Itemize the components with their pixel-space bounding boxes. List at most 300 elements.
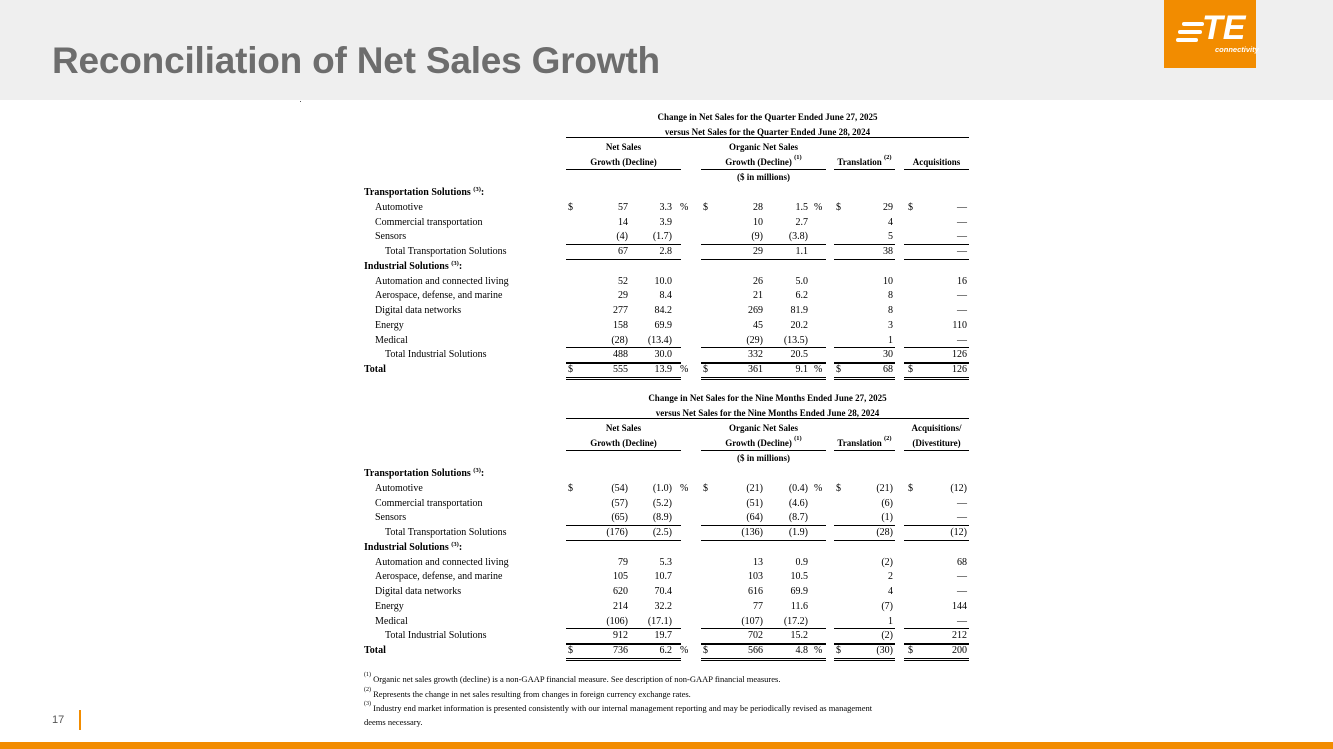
translation-value: 3: [888, 319, 893, 331]
acquisitions-value: (12): [950, 482, 967, 494]
organic-header: Organic Net Sales: [729, 423, 798, 433]
table-row: [0, 305, 1333, 320]
footnote-marker: (3): [364, 701, 371, 707]
net-sales-value: 52: [618, 275, 628, 287]
row-label-text: Digital data networks: [375, 586, 462, 597]
header-underline: [566, 169, 681, 170]
acquisitions-value: 212: [952, 630, 967, 642]
organic-percent: 5.0: [795, 275, 808, 287]
acquisitions-value: —: [957, 290, 967, 302]
net-sales-value: (106): [606, 615, 628, 627]
header-underline: [834, 450, 895, 451]
footnote-ref: (1): [794, 435, 802, 442]
total-rule-top: [566, 363, 681, 364]
table-row: [0, 290, 1333, 305]
row-label: [375, 601, 404, 613]
logo-wordmark: TE: [1202, 9, 1246, 47]
organic-value: (9): [751, 231, 763, 243]
acquisitions-value: (12): [950, 527, 967, 538]
net-sales-percent: (17.1): [647, 615, 672, 627]
footnote-text: Represents the change in net sales resulting from changes in foreign currency exchange rates.: [373, 689, 691, 699]
row-label: [364, 645, 386, 657]
row-label: [364, 364, 386, 376]
total-rule-top: [904, 363, 969, 364]
net-sales-value: 158: [613, 319, 628, 331]
subtotal-rule: [566, 244, 681, 245]
segment-label: [364, 187, 484, 199]
organic-percent: 4.8: [795, 645, 808, 656]
table-title: Change in Net Sales for the Nine Months Ended June 27, 2025: [648, 393, 887, 403]
percent-sign: %: [814, 364, 823, 375]
page-number-divider: [79, 710, 81, 730]
net-sales-percent: 69.9: [654, 319, 672, 331]
organic-value: 103: [748, 571, 763, 583]
net-sales-percent: (5.2): [652, 497, 672, 509]
translation-value: 10: [883, 275, 893, 287]
percent-sign: %: [680, 645, 689, 656]
row-label: [375, 217, 482, 229]
footnote-marker: (2): [364, 687, 371, 693]
net-sales-header: Net Sales: [605, 423, 642, 433]
footnote-ref: (3): [451, 259, 459, 267]
dollar-sign: $: [703, 645, 708, 656]
header-underline: [566, 450, 681, 451]
dollar-sign: $: [568, 482, 573, 494]
acquisitions-value: 144: [952, 600, 967, 612]
table-row: [0, 276, 1333, 291]
row-label-text: Commercial transportation: [375, 216, 483, 228]
net-sales-percent: 6.2: [659, 645, 672, 656]
translation-value: 8: [888, 290, 893, 302]
net-sales-value: 912: [613, 630, 628, 642]
organic-percent: 20.2: [790, 319, 808, 331]
header-underline: [701, 450, 826, 451]
subtotal-rule: [904, 540, 969, 541]
net-sales-percent: 2.8: [659, 246, 672, 257]
row-label: [385, 527, 507, 539]
label-suffix: :: [480, 468, 485, 479]
organic-value: 332: [748, 349, 763, 361]
row-label: [375, 512, 406, 524]
table-quarter: [0, 108, 1333, 378]
net-sales-value: 105: [613, 571, 628, 583]
table-row: [0, 498, 1333, 513]
net-sales-percent: (13.4): [647, 334, 672, 346]
net-sales-percent: 3.9: [659, 216, 672, 228]
dollar-sign: $: [568, 201, 573, 213]
net-sales-value: 29: [618, 290, 628, 302]
label-suffix: :: [480, 187, 485, 198]
net-sales-value: 14: [618, 216, 628, 228]
row-label-text: Commercial transportation: [375, 497, 483, 509]
total-double-rule: [834, 379, 895, 380]
row-label: [375, 557, 509, 569]
organic-percent: 81.9: [790, 305, 808, 316]
acquisitions-value: 126: [952, 364, 967, 375]
translation-value: 1: [888, 615, 893, 627]
acquisitions-value: —: [957, 216, 967, 228]
dollar-sign: $: [568, 364, 573, 375]
organic-percent: 15.2: [790, 630, 808, 642]
table-subtitle: versus Net Sales for the Nine Months Ended June 28, 2024: [655, 408, 880, 418]
net-sales-value: (176): [606, 527, 628, 538]
footnote: [364, 674, 780, 684]
footnote-text: Industry end market information is presented consistently with our internal management reporting and may be periodically revised as management: [373, 703, 873, 713]
percent-sign: %: [680, 364, 689, 375]
footnote-ref: (3): [473, 467, 481, 474]
total-rule-top: [834, 363, 895, 364]
organic-percent: (8.7): [788, 512, 808, 524]
translation-value: (28): [876, 527, 893, 538]
acquisitions-value: —: [957, 497, 967, 509]
net-sales-value: 57: [618, 201, 628, 213]
net-sales-header-2: Growth (Decline): [590, 157, 657, 167]
total-double-rule: [566, 379, 681, 380]
acquisitions-value: —: [957, 246, 967, 257]
translation-header-text: Translation: [837, 438, 882, 448]
total-double-rule: [904, 379, 969, 380]
net-sales-header-2: Growth (Decline): [590, 438, 657, 448]
acquisitions-header-2: (Divestiture): [912, 438, 961, 448]
total-double-rule: [904, 658, 969, 659]
row-label-text: Energy: [375, 600, 404, 612]
acquisitions-value: —: [957, 586, 967, 597]
organic-percent: 1.1: [795, 246, 808, 257]
organic-percent: (4.6): [788, 497, 808, 509]
dollar-sign: $: [908, 482, 913, 494]
subtotal-rule: [566, 628, 681, 629]
net-sales-value: 214: [613, 600, 628, 612]
row-label: [385, 349, 487, 361]
net-sales-percent: 84.2: [654, 305, 672, 316]
total-double-rule: [834, 660, 895, 661]
dollar-sign: $: [703, 201, 708, 213]
table-title: Change in Net Sales for the Quarter Ended June 27, 2025: [657, 112, 878, 122]
organic-value: (21): [746, 482, 763, 494]
dollar-sign: $: [703, 482, 708, 494]
net-sales-percent: 32.2: [654, 600, 672, 612]
translation-value: (7): [881, 600, 893, 612]
row-label: [375, 616, 408, 628]
dollar-sign: $: [836, 482, 841, 494]
row-label: [385, 630, 487, 642]
row-label-text: Aerospace, defense, and marine: [375, 571, 503, 583]
organic-value: 29: [753, 246, 763, 257]
subtotal-rule: [701, 347, 826, 348]
dollar-sign: $: [908, 201, 913, 213]
row-label: [375, 320, 404, 332]
organic-percent: 0.9: [795, 556, 808, 568]
subtotal-rule: [701, 525, 826, 526]
dollar-sign: $: [836, 645, 841, 656]
row-label-text: Industrial Solutions: [364, 541, 449, 553]
translation-value: 2: [888, 571, 893, 583]
row-label-text: Sensors: [375, 231, 407, 243]
translation-value: (6): [881, 497, 893, 509]
footnote-text: Organic net sales growth (decline) is a non-GAAP financial measure. See description of non-GAAP financial measures.: [373, 674, 781, 684]
organic-value: 45: [753, 319, 763, 331]
translation-value: (2): [881, 630, 893, 642]
net-sales-value: 736: [613, 645, 628, 656]
acquisitions-value: 110: [952, 319, 967, 331]
translation-value: 4: [888, 216, 893, 228]
footnote-marker: (1): [364, 672, 371, 678]
header-rule: [566, 418, 969, 419]
net-sales-percent: 19.7: [654, 630, 672, 642]
header-underline: [834, 169, 895, 170]
organic-value: 702: [748, 630, 763, 642]
organic-percent: 10.5: [790, 571, 808, 583]
row-label-text: Transportation Solutions: [364, 468, 471, 479]
label-suffix: :: [458, 541, 463, 553]
percent-sign: %: [814, 201, 823, 213]
footnote-ref: (2): [884, 435, 892, 442]
translation-value: 68: [883, 364, 893, 375]
acquisitions-header: Acquisitions/: [911, 423, 962, 433]
net-sales-percent: 13.9: [654, 364, 672, 375]
net-sales-value: 79: [618, 556, 628, 568]
net-sales-header: Net Sales: [605, 142, 642, 152]
row-label-text: Total: [364, 364, 386, 375]
organic-header: Organic Net Sales: [729, 142, 798, 152]
subtotal-rule: [566, 540, 681, 541]
units-label: ($ in millions): [736, 172, 790, 182]
row-label-text: Automation and connected living: [375, 275, 509, 287]
footnote-ref: (3): [451, 540, 459, 548]
logo-subtitle: connectivity: [1215, 45, 1259, 54]
header-underline: [904, 169, 969, 170]
organic-percent: 6.2: [795, 290, 808, 302]
organic-value: 28: [753, 201, 763, 213]
total-double-rule: [904, 377, 969, 378]
header-band: [0, 0, 1333, 100]
stray-dot: [300, 101, 301, 102]
subtotal-rule: [834, 540, 895, 541]
row-label: [375, 305, 461, 317]
row-label-text: Sensors: [375, 512, 407, 524]
subtotal-rule: [566, 259, 681, 260]
subtotal-rule: [834, 347, 895, 348]
translation-value: (21): [876, 482, 893, 494]
net-sales-percent: (1.0): [652, 482, 672, 494]
organic-value: 361: [748, 364, 763, 375]
organic-value: 13: [753, 556, 763, 568]
net-sales-value: (4): [616, 231, 628, 243]
organic-percent: (13.5): [783, 334, 808, 346]
net-sales-percent: 8.4: [659, 290, 672, 302]
bottom-accent-bar: [0, 742, 1333, 749]
organic-header-text: Growth (Decline): [725, 438, 792, 448]
total-rule-top: [701, 363, 826, 364]
segment-label: [364, 542, 462, 554]
row-label-text: Total Transportation Solutions: [385, 527, 507, 538]
total-rule-top: [904, 644, 969, 645]
translation-value: 1: [888, 334, 893, 346]
translation-value: (30): [876, 645, 893, 656]
subtotal-rule: [566, 525, 681, 526]
row-label-text: Automation and connected living: [375, 556, 509, 568]
row-label-text: Automotive: [375, 201, 423, 213]
translation-value: (1): [881, 512, 893, 524]
table-nine-months: [0, 389, 1333, 659]
total-double-rule: [566, 377, 681, 378]
organic-value: (29): [746, 334, 763, 346]
total-double-rule: [904, 660, 969, 661]
acquisitions-value: —: [957, 201, 967, 213]
subtotal-rule: [701, 259, 826, 260]
row-label-text: Total: [364, 645, 386, 656]
net-sales-percent: 30.0: [654, 349, 672, 361]
acquisitions-value: —: [957, 231, 967, 243]
footnote: [364, 703, 872, 713]
organic-value: 10: [753, 216, 763, 228]
footnote: [364, 689, 691, 699]
row-label: [375, 202, 423, 214]
row-label-text: Medical: [375, 615, 408, 627]
percent-sign: %: [680, 201, 689, 213]
net-sales-percent: 70.4: [654, 586, 672, 597]
translation-value: 29: [883, 201, 893, 213]
organic-value: 269: [748, 305, 763, 316]
subtotal-rule: [834, 628, 895, 629]
subtotal-rule: [701, 628, 826, 629]
net-sales-percent: 5.3: [659, 556, 672, 568]
net-sales-percent: 10.7: [654, 571, 672, 583]
translation-value: 8: [888, 305, 893, 316]
organic-value: 616: [748, 586, 763, 597]
row-label-text: Transportation Solutions: [364, 187, 471, 198]
organic-percent: (17.2): [783, 615, 808, 627]
translation-value: 38: [883, 246, 893, 257]
translation-header-text: Translation: [837, 157, 882, 167]
row-label: [375, 483, 423, 495]
organic-percent: 1.5: [795, 201, 808, 213]
header-underline: [904, 450, 969, 451]
segment-label: [364, 261, 462, 273]
organic-value: 77: [753, 600, 763, 612]
table-row: [0, 202, 1333, 217]
table-row: [0, 571, 1333, 586]
table-row: [0, 586, 1333, 601]
organic-percent: 2.7: [795, 216, 808, 228]
organic-percent: 9.1: [795, 364, 808, 375]
acquisitions-value: 200: [952, 645, 967, 656]
footnote-ref: (3): [473, 186, 481, 193]
footnote-ref: (1): [794, 154, 802, 161]
subtotal-rule: [904, 244, 969, 245]
row-label-text: Aerospace, defense, and marine: [375, 290, 503, 302]
table-row: [0, 483, 1333, 498]
row-label: [375, 335, 408, 347]
total-rule-top: [566, 644, 681, 645]
organic-header-2: [701, 154, 826, 167]
net-sales-percent: (2.5): [652, 527, 672, 538]
row-label-text: Total Transportation Solutions: [385, 246, 507, 257]
total-double-rule: [701, 660, 826, 661]
net-sales-percent: (8.9): [652, 512, 672, 524]
organic-percent: 20.5: [790, 349, 808, 361]
net-sales-value: 555: [613, 364, 628, 375]
percent-sign: %: [814, 645, 823, 656]
header-rule: [566, 137, 969, 138]
row-label-text: Total Industrial Solutions: [385, 349, 487, 361]
organic-value: 566: [748, 645, 763, 656]
organic-value: 21: [753, 290, 763, 302]
net-sales-value: 67: [618, 246, 628, 257]
organic-header-text: Growth (Decline): [725, 157, 792, 167]
total-double-rule: [834, 377, 895, 378]
table-row: [0, 187, 1333, 202]
organic-value: 26: [753, 275, 763, 287]
organic-value: (64): [746, 512, 763, 524]
subtotal-rule: [904, 525, 969, 526]
page-number: 17: [52, 714, 65, 726]
net-sales-value: 277: [613, 305, 628, 316]
table-row: [0, 320, 1333, 335]
row-label-text: Total Industrial Solutions: [385, 630, 487, 642]
net-sales-percent: 10.0: [654, 275, 672, 287]
organic-header-2: [701, 435, 826, 448]
acquisitions-value: 68: [957, 556, 967, 568]
dollar-sign: $: [908, 364, 913, 375]
te-connectivity-logo: [1164, 0, 1259, 68]
total-double-rule: [701, 377, 826, 378]
organic-percent: 11.6: [790, 600, 808, 612]
footnote-ref: (2): [884, 154, 892, 161]
table-subtitle: versus Net Sales for the Quarter Ended June 28, 2024: [664, 127, 871, 137]
net-sales-value: (54): [611, 482, 628, 494]
subtotal-rule: [904, 259, 969, 260]
footnote-text: deems necessary.: [364, 717, 423, 727]
acquisitions-value: —: [957, 305, 967, 316]
dollar-sign: $: [836, 364, 841, 375]
acquisitions-value: 16: [957, 275, 967, 287]
row-label-text: Industrial Solutions: [364, 260, 449, 272]
row-label-text: Digital data networks: [375, 305, 462, 316]
total-double-rule: [566, 658, 681, 659]
table-row: [0, 217, 1333, 232]
subtotal-rule: [701, 244, 826, 245]
total-double-rule: [566, 660, 681, 661]
units-label: ($ in millions): [736, 453, 790, 463]
total-double-rule: [701, 379, 826, 380]
total-double-rule: [701, 658, 826, 659]
label-suffix: :: [458, 260, 463, 272]
net-sales-percent: (1.7): [652, 231, 672, 243]
row-label: [375, 571, 502, 583]
row-label-text: Medical: [375, 334, 408, 346]
row-label-text: Automotive: [375, 482, 423, 494]
row-label: [375, 498, 482, 510]
total-rule-top: [834, 644, 895, 645]
total-double-rule: [834, 658, 895, 659]
table-row: [0, 261, 1333, 276]
row-label: [375, 290, 502, 302]
acquisitions-header-2: Acquisitions: [912, 157, 961, 167]
net-sales-value: (65): [611, 512, 628, 524]
subtotal-rule: [834, 244, 895, 245]
translation-header: [834, 435, 895, 448]
acquisitions-value: 126: [952, 349, 967, 361]
net-sales-value: 488: [613, 349, 628, 361]
table-row: [0, 542, 1333, 557]
subtotal-rule: [904, 628, 969, 629]
percent-sign: %: [680, 482, 689, 494]
table-row: [0, 557, 1333, 572]
acquisitions-value: —: [957, 615, 967, 627]
organic-value: (136): [741, 527, 763, 538]
row-label: [375, 276, 509, 288]
